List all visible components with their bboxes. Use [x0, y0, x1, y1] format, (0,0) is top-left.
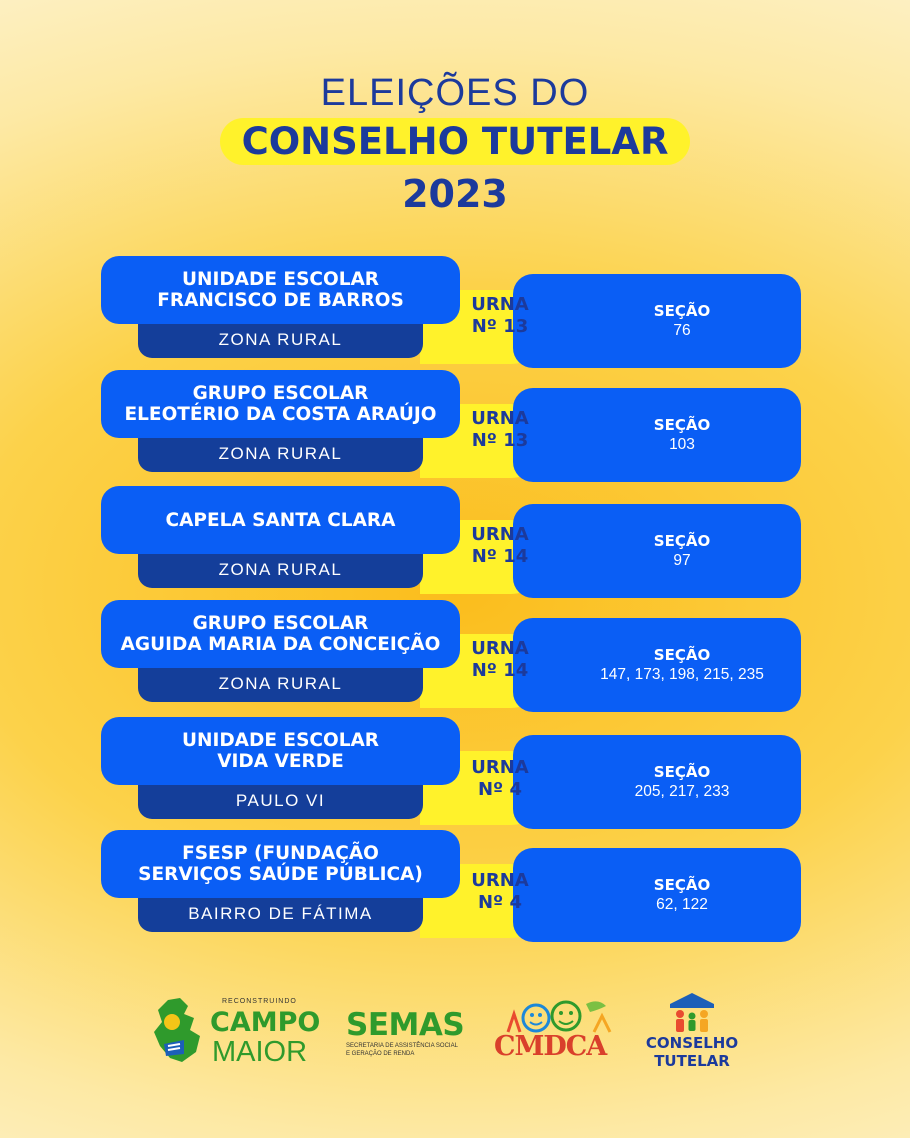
- place-line2: SERVIÇOS SAÚDE PÚBLICA): [138, 864, 423, 885]
- secao-values: 147, 173, 198, 215, 235: [600, 666, 764, 683]
- urna-info: [462, 638, 538, 682]
- zone-label: ZONA RURAL: [138, 552, 423, 588]
- urna-label: URNA: [471, 638, 529, 659]
- secao-label: SEÇÃO: [653, 416, 711, 434]
- polling-place: [101, 717, 460, 785]
- polling-row: [0, 830, 910, 946]
- secao-label: SEÇÃO: [653, 302, 711, 320]
- urna-number: Nº 4: [477, 892, 522, 913]
- conselho-line1: CONSELHO: [645, 1034, 739, 1052]
- place-line1: UNIDADE ESCOLAR: [181, 269, 380, 290]
- secao-box: [513, 735, 801, 829]
- footer-logos: [0, 990, 910, 1080]
- secao-box: [513, 274, 801, 368]
- urna-number: Nº 13: [471, 316, 529, 337]
- urna-label: URNA: [471, 524, 529, 545]
- title-year: 2023: [402, 172, 508, 216]
- place-line1: UNIDADE ESCOLAR: [181, 730, 380, 751]
- campo-maior-line2: MAIOR: [212, 1036, 308, 1068]
- polling-place: [101, 830, 460, 898]
- secao-label: SEÇÃO: [653, 646, 711, 664]
- polling-row: [0, 370, 910, 486]
- semas-name: SEMAS: [346, 1007, 465, 1043]
- campo-maior-line1: CAMPO: [210, 1007, 321, 1038]
- urna-info: [462, 408, 538, 452]
- urna-label: URNA: [471, 870, 529, 891]
- place-line2: AGUIDA MARIA DA CONCEIÇÃO: [120, 634, 441, 655]
- zone-label: ZONA RURAL: [138, 436, 423, 472]
- secao-box: [513, 388, 801, 482]
- polling-place: [101, 370, 460, 438]
- polling-row: [0, 486, 910, 602]
- place-line2: ELEOTÉRIO DA COSTA ARAÚJO: [124, 404, 437, 425]
- secao-box: [513, 618, 801, 712]
- zone-label: BAIRRO DE FÁTIMA: [138, 896, 423, 932]
- conselho-tutelar-logo: [640, 990, 744, 1078]
- place-line1: GRUPO ESCOLAR: [192, 383, 369, 404]
- urna-number: Nº 4: [477, 779, 522, 800]
- semas-logo: [346, 1008, 468, 1068]
- urna-number: Nº 13: [471, 430, 529, 451]
- urna-label: URNA: [471, 757, 529, 778]
- title-line2: CONSELHO TUTELAR: [220, 118, 691, 165]
- cmdca-logo: [494, 996, 620, 1074]
- secao-values: 103: [669, 436, 695, 453]
- urna-label: URNA: [471, 408, 529, 429]
- secao-box: [513, 848, 801, 942]
- conselho-family-icon: [662, 990, 722, 1034]
- secao-label: SEÇÃO: [653, 876, 711, 894]
- secao-values: 205, 217, 233: [634, 783, 730, 800]
- place-line1: FSESP (FUNDAÇÃO: [182, 843, 379, 864]
- campo-maior-logo: [150, 994, 320, 1074]
- cmdca-name: [494, 1030, 606, 1064]
- secao-box: [513, 504, 801, 598]
- polling-row: [0, 600, 910, 716]
- urna-info: [462, 870, 538, 914]
- polling-row: [0, 256, 910, 372]
- polling-row: [0, 717, 910, 833]
- place-line1: CAPELA SANTA CLARA: [165, 509, 396, 531]
- secao-label: SEÇÃO: [653, 763, 711, 781]
- urna-info: [462, 524, 538, 568]
- zone-label: ZONA RURAL: [138, 322, 423, 358]
- urna-info: [462, 757, 538, 801]
- cmdca-text: CMDCA: [494, 1031, 607, 1062]
- place-line2: FRANCISCO DE BARROS: [157, 290, 404, 311]
- zone-label: PAULO VI: [138, 783, 423, 819]
- semas-sub1: SECRETARIA DE ASSISTÊNCIA SOCIAL: [346, 1043, 458, 1049]
- urna-number: Nº 14: [471, 660, 529, 681]
- polling-place: [101, 486, 460, 554]
- urna-number: Nº 14: [471, 546, 529, 567]
- urna-label: URNA: [471, 294, 529, 315]
- urna-info: [462, 294, 538, 338]
- secao-label: SEÇÃO: [653, 532, 711, 550]
- polling-place: [101, 600, 460, 668]
- semas-sub2: E GERAÇÃO DE RENDA: [346, 1051, 415, 1057]
- zone-label: ZONA RURAL: [138, 666, 423, 702]
- place-line1: GRUPO ESCOLAR: [192, 613, 369, 634]
- polling-place: [101, 256, 460, 324]
- secao-values: 97: [673, 552, 691, 569]
- title-highlight: [0, 118, 910, 165]
- conselho-line2: TUTELAR: [654, 1052, 730, 1070]
- secao-values: 76: [673, 322, 691, 339]
- title-line1: ELEIÇÕES DO: [320, 72, 590, 114]
- secao-values: 62, 122: [656, 896, 708, 913]
- place-line2: VIDA VERDE: [217, 751, 344, 772]
- campo-maior-tagline: RECONSTRUINDO: [222, 998, 297, 1005]
- campo-maior-map-icon: [150, 996, 212, 1068]
